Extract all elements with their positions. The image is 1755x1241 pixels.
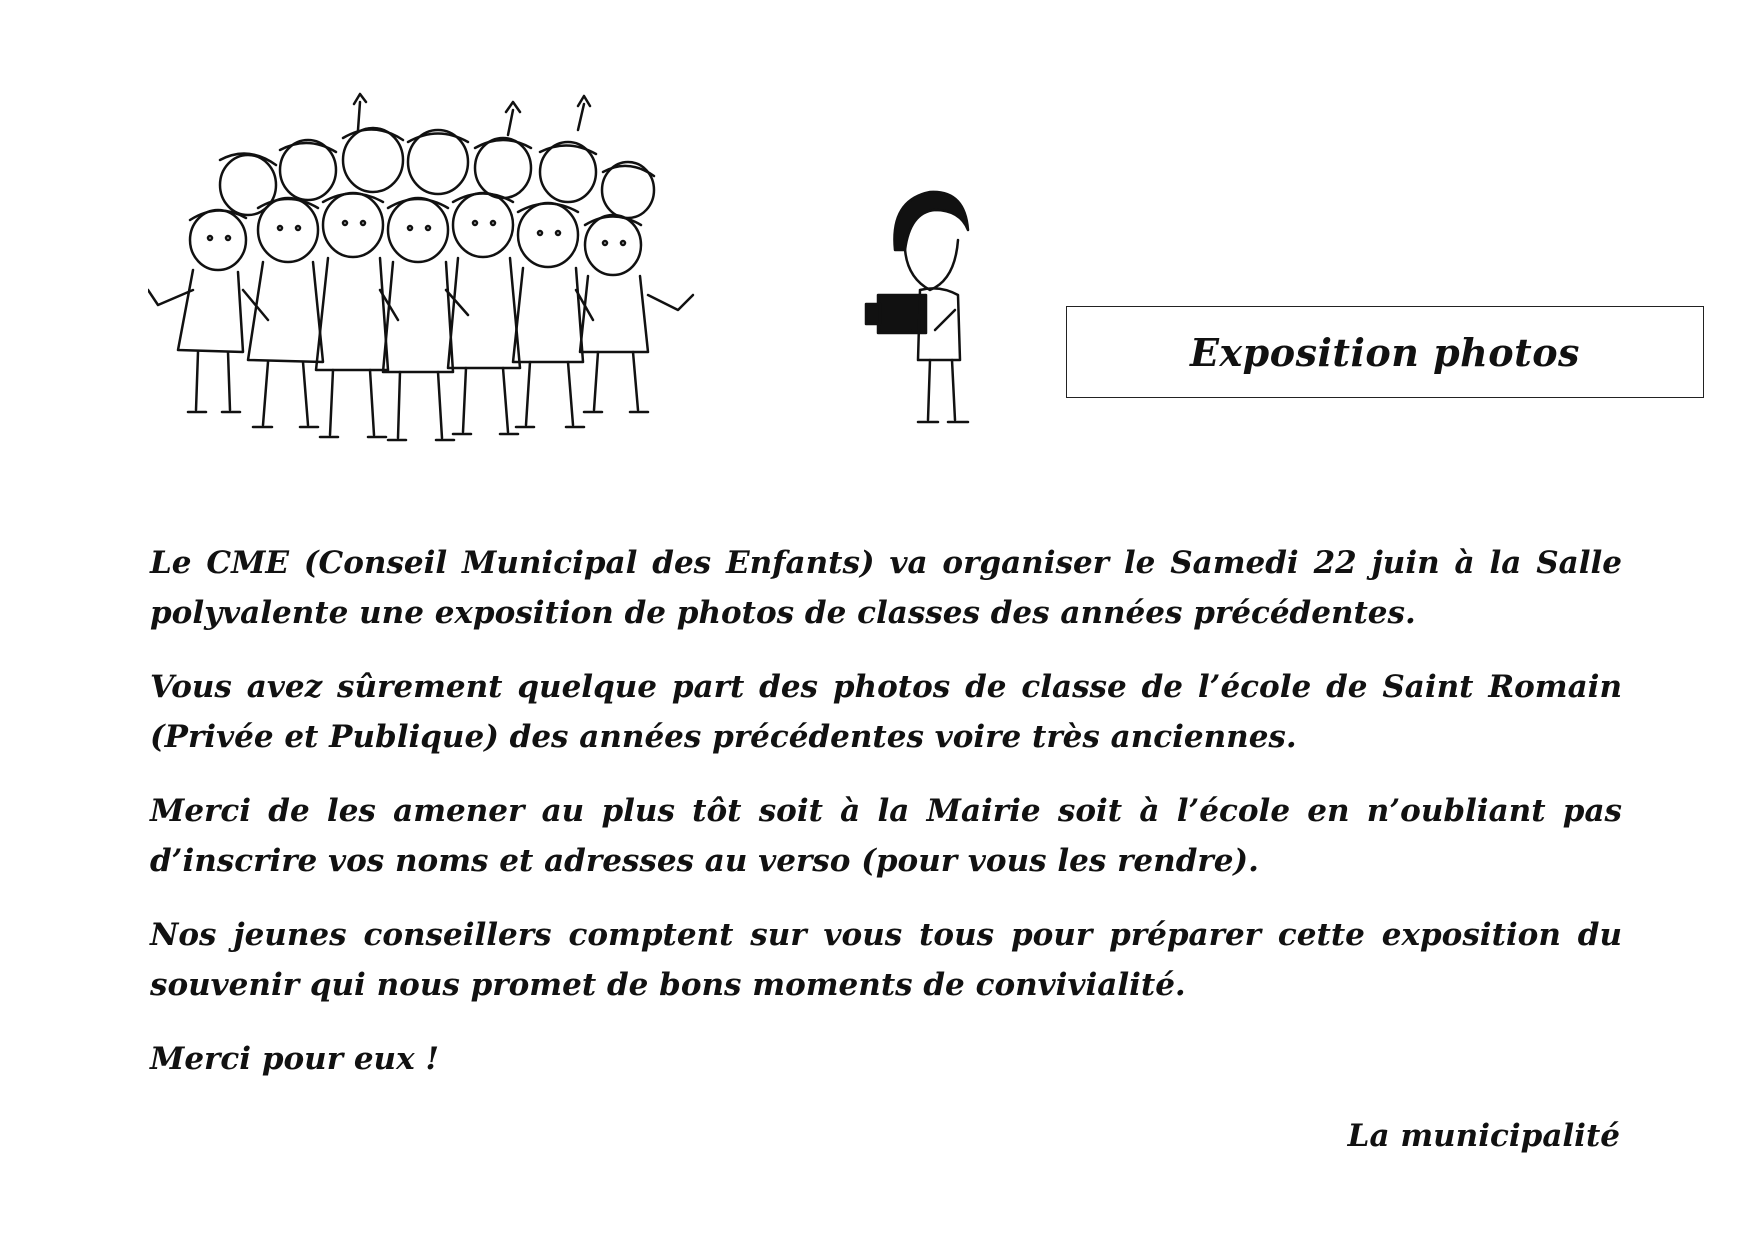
paragraph-5: Merci pour eux ! [150, 1041, 439, 1077]
title-box [1066, 306, 1704, 398]
children-group-illustration [148, 90, 708, 450]
paragraph-1: Le CME (Conseil Municipal des Enfants) va organiser le Samedi 22 juin à la Salle polyvalente une exposition de photos de classes des années précédentes. [150, 545, 1622, 631]
photographer-illustration [860, 180, 990, 460]
body-text [150, 538, 1622, 1108]
signature: La municipalité [1347, 1118, 1620, 1154]
paragraph-4: Nos jeunes conseillers comptent sur vous tous pour préparer cette exposition du souvenir qui nous promet de bons moments de convivialité. [150, 917, 1622, 1003]
paragraph-3: Merci de les amener au plus tôt soit à la Mairie soit à l’école en n’oubliant pas d’inscrire vos noms et adresses au verso (pour vous les rendre). [150, 793, 1622, 879]
page-title: Exposition photos [1190, 329, 1580, 375]
paragraph-2: Vous avez sûrement quelque part des photos de classe de l’école de Saint Romain (Privée et Publique) des années précédentes voire très anciennes. [150, 669, 1622, 755]
